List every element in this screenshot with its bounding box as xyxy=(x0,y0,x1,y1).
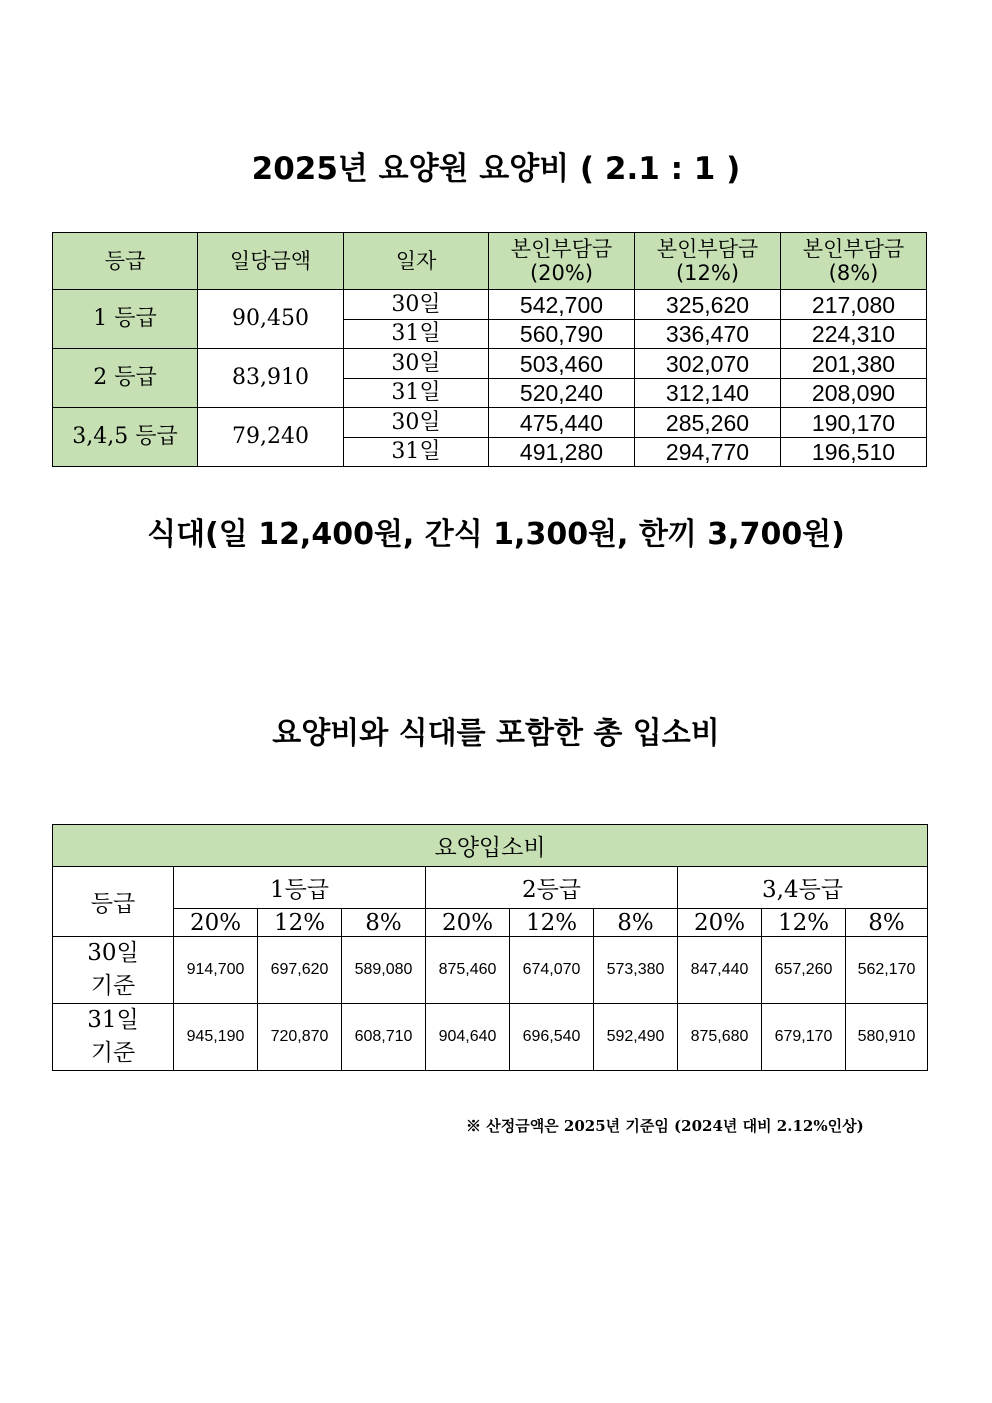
percent-header: 8% xyxy=(846,909,928,937)
header-copay-8 xyxy=(781,233,927,290)
copay-12-cell: 312,140 xyxy=(635,379,781,408)
cost-cell: 580,910 xyxy=(846,1004,928,1071)
percent-header: 20% xyxy=(678,909,762,937)
basis-days: 31일 xyxy=(87,1007,139,1033)
cost-cell: 696,540 xyxy=(510,1004,594,1071)
copay-20-cell: 560,790 xyxy=(489,320,635,349)
basis-days: 30일 xyxy=(87,940,139,966)
meal-cost-text: 식대(일 12,400원, 간식 1,300원, 한끼 3,700원) xyxy=(147,517,845,552)
copay-8-cell: 190,170 xyxy=(781,408,927,438)
cost-cell: 697,620 xyxy=(258,937,342,1004)
caption-row xyxy=(53,825,928,867)
basis-label: 기준 xyxy=(90,973,136,999)
grade-cell: 1 등급 xyxy=(53,290,198,349)
header-copay-12 xyxy=(635,233,781,290)
table-row xyxy=(53,937,928,1004)
days-cell: 30일 xyxy=(344,290,489,320)
header-copay-12-line1: 본인부담금 xyxy=(656,237,759,261)
cost-cell: 573,380 xyxy=(594,937,678,1004)
group-header: 1등급 xyxy=(174,867,426,909)
section-title: 요양비와 식대를 포함한 총 입소비 xyxy=(272,716,720,751)
copay-12-cell: 285,260 xyxy=(635,408,781,438)
copay-12-cell: 336,470 xyxy=(635,320,781,349)
days-cell: 31일 xyxy=(344,320,489,349)
table-header-row xyxy=(53,233,927,290)
group-header: 2등급 xyxy=(426,867,678,909)
table-caption: 요양입소비 xyxy=(53,825,928,867)
care-fee-table xyxy=(52,232,927,467)
cost-cell: 679,170 xyxy=(762,1004,846,1071)
cost-cell: 914,700 xyxy=(174,937,258,1004)
copay-20-cell: 520,240 xyxy=(489,379,635,408)
percent-header: 12% xyxy=(510,909,594,937)
group-header-row xyxy=(53,867,928,909)
header-copay-20 xyxy=(489,233,635,290)
cost-cell: 608,710 xyxy=(342,1004,426,1071)
cost-cell: 589,080 xyxy=(342,937,426,1004)
percent-header: 20% xyxy=(174,909,258,937)
copay-20-cell: 503,460 xyxy=(489,349,635,379)
basis-cell xyxy=(53,937,174,1004)
daily-amount-cell: 83,910 xyxy=(198,349,344,408)
cost-cell: 904,640 xyxy=(426,1004,510,1071)
grade-cell: 3,4,5 등급 xyxy=(53,408,198,467)
days-cell: 31일 xyxy=(344,379,489,408)
header-grade: 등급 xyxy=(53,233,198,290)
cost-cell: 875,460 xyxy=(426,937,510,1004)
cost-cell: 657,260 xyxy=(762,937,846,1004)
copay-8-cell: 208,090 xyxy=(781,379,927,408)
cost-cell: 720,870 xyxy=(258,1004,342,1071)
percent-header-row xyxy=(53,909,928,937)
basis-label: 기준 xyxy=(90,1040,136,1066)
header-copay-12-line2: (12%) xyxy=(675,261,740,285)
cost-cell: 875,680 xyxy=(678,1004,762,1071)
daily-amount-cell: 90,450 xyxy=(198,290,344,349)
copay-8-cell: 201,380 xyxy=(781,349,927,379)
copay-12-cell: 294,770 xyxy=(635,438,781,467)
cost-cell: 674,070 xyxy=(510,937,594,1004)
copay-8-cell: 217,080 xyxy=(781,290,927,320)
days-cell: 31일 xyxy=(344,438,489,467)
footnote: ※ 산정금액은 2025년 기준임 (2024년 대비 2.12%인상) xyxy=(466,1117,864,1135)
daily-amount-cell: 79,240 xyxy=(198,408,344,467)
copay-12-cell: 325,620 xyxy=(635,290,781,320)
days-cell: 30일 xyxy=(344,408,489,438)
copay-20-cell: 542,700 xyxy=(489,290,635,320)
cost-cell: 592,490 xyxy=(594,1004,678,1071)
cost-cell: 562,170 xyxy=(846,937,928,1004)
table-row xyxy=(53,408,927,438)
page-title: 2025년 요양원 요양비 ( 2.1 : 1 ) xyxy=(251,151,741,187)
header-copay-8-line2: (8%) xyxy=(828,261,879,285)
header-days: 일자 xyxy=(344,233,489,290)
table-row xyxy=(53,290,927,320)
header-copay-20-line2: (20%) xyxy=(529,261,594,285)
basis-cell xyxy=(53,1004,174,1071)
header-copay-20-line1: 본인부담금 xyxy=(510,237,613,261)
percent-header: 8% xyxy=(342,909,426,937)
group-header: 3,4등급 xyxy=(678,867,928,909)
header-grade: 등급 xyxy=(53,867,174,937)
copay-20-cell: 475,440 xyxy=(489,408,635,438)
percent-header: 8% xyxy=(594,909,678,937)
total-cost-table xyxy=(52,824,928,1071)
copay-8-cell: 224,310 xyxy=(781,320,927,349)
percent-header: 20% xyxy=(426,909,510,937)
days-cell: 30일 xyxy=(344,349,489,379)
header-daily-amount: 일당금액 xyxy=(198,233,344,290)
grade-cell: 2 등급 xyxy=(53,349,198,408)
header-copay-8-line1: 본인부담금 xyxy=(802,237,905,261)
table-row xyxy=(53,349,927,379)
cost-cell: 945,190 xyxy=(174,1004,258,1071)
table-row xyxy=(53,1004,928,1071)
copay-8-cell: 196,510 xyxy=(781,438,927,467)
percent-header: 12% xyxy=(258,909,342,937)
cost-cell: 847,440 xyxy=(678,937,762,1004)
copay-12-cell: 302,070 xyxy=(635,349,781,379)
copay-20-cell: 491,280 xyxy=(489,438,635,467)
percent-header: 12% xyxy=(762,909,846,937)
